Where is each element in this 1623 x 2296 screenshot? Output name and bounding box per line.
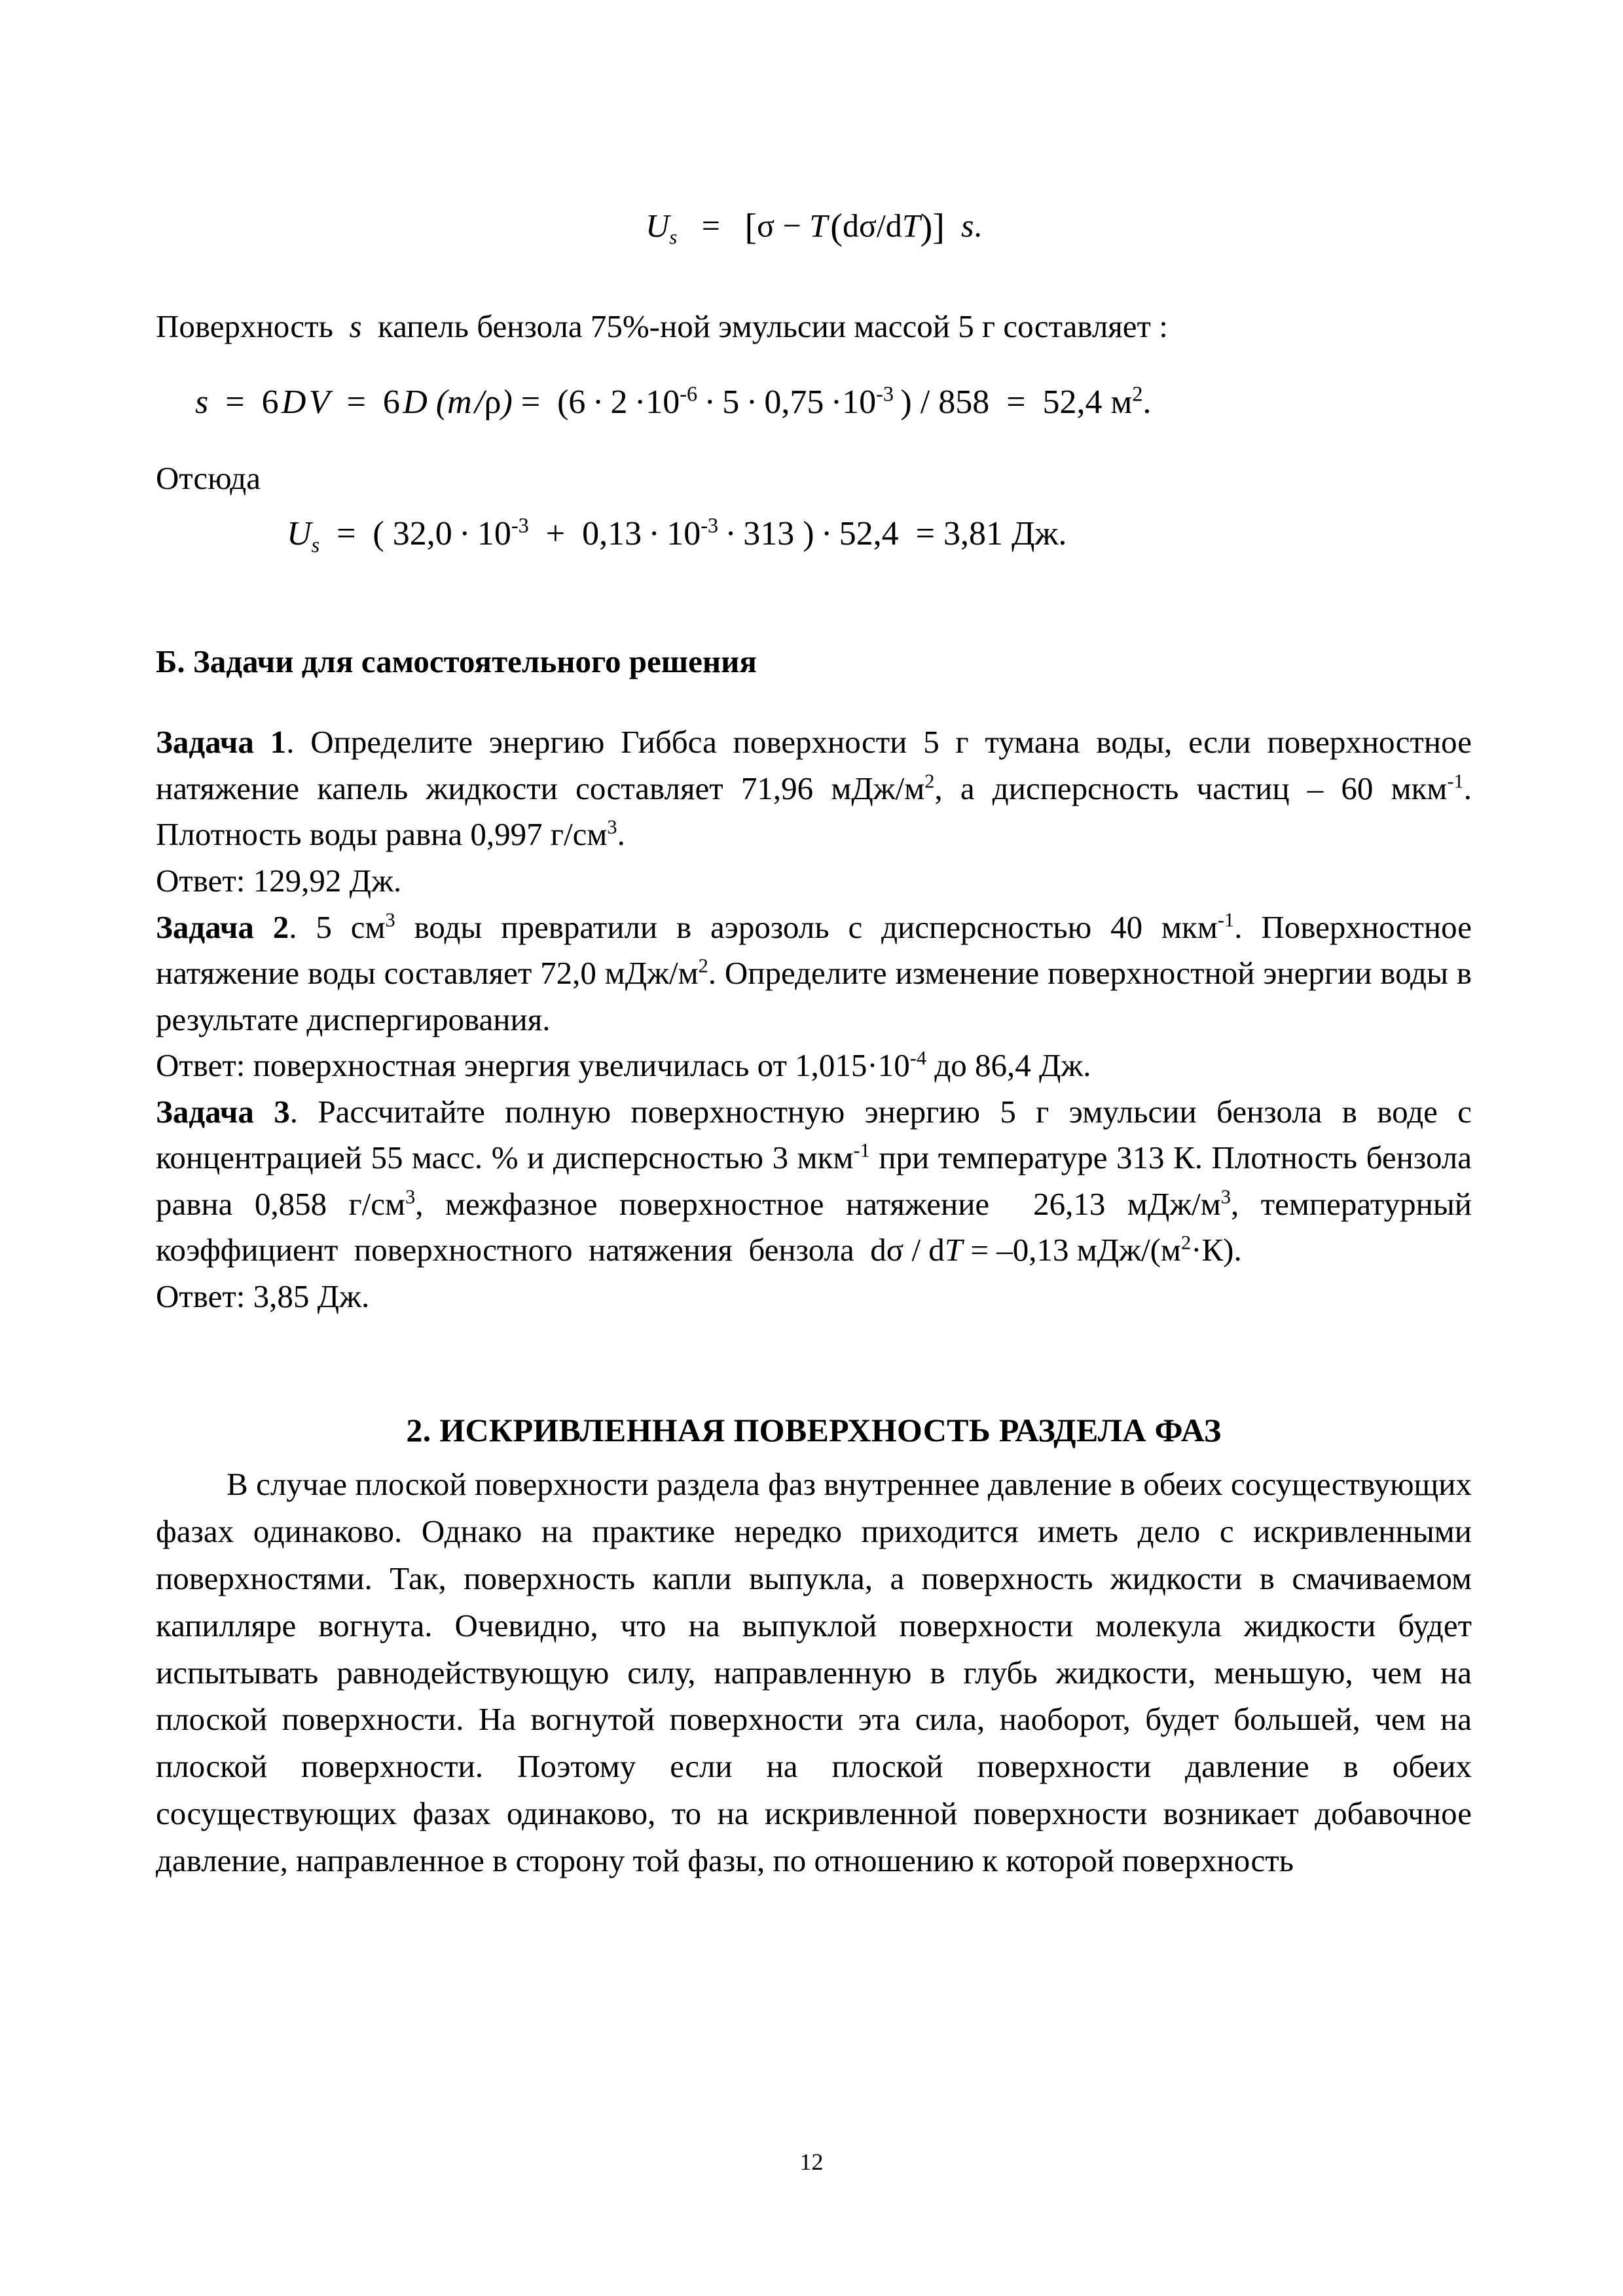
- spacer: [156, 586, 1472, 643]
- equation-surface-s: s = 6 D V = 6 D (m $/\rho) = (6 \cdot 2 \cdot 10^{-6} \cdot 5 \cdot 0,75 \cdot 10^{-3}$ ) / 858 = 52,4 $м^2$.: [195, 382, 1152, 422]
- task-2-label: Задача 2: [156, 908, 289, 945]
- page-number: 12: [799, 2149, 824, 2175]
- task-3-answer: Ответ: 3,85 Дж.: [156, 1278, 370, 1314]
- section-2-body: В случае плоской поверхности раздела фаз внутреннее давление в обеих сосуществующих фазах одинаково. Однако на практике нередко приходится иметь дело с искривленными поверхностями. Так, поверхность капли выпукла, а поверхность жидкости в смачиваемом капилляре вогнута. Очевидно, что на выпуклой поверхности молекула жидкости будет испытывать равнодействующую силу, направленную в глубь жидкости, меньшую, чем на плоской поверхности. На вогнутой поверхности эта сила, наоборот, будет большей, чем на плоской поверхности. Поэтому если на плоской поверхности давление в обеих сосуществующих фазах одинаково, то на искривленной поверхности возникает добавочное давление, направленное в сторону той фазы, по отношению к которой поверхность: [156, 1466, 1472, 1878]
- task-1-label: Задача 1: [156, 724, 287, 761]
- task-3: [156, 1089, 1472, 1274]
- spacer: [156, 1376, 1472, 1411]
- task-2-answer: Ответ: поверхностная энергия увеличилась от $1,015\cdot 10^{-4}$ до 86,4 Дж.: [156, 1047, 1091, 1084]
- equation-us-value: $U_s$ = ( $32,0 \cdot 10^{-3} + 0,13 \cdot 10^{-3} \cdot 313$ ) · 52,4 = 3,81 Дж.: [287, 513, 1067, 556]
- task-1-answer: Ответ: 129,92 Дж.: [156, 862, 402, 899]
- task-1: [156, 719, 1472, 858]
- task-1-text: . Определите энергию Гиббса поверхности 5 г тумана воды, если поверхностное натяжение капель жидкости составляет 71,96 мДж/$м^2$, а дисперсность частиц – 60 мкм$^{-1}$. Плотность воды равна 0,997 $г/см^3$.: [156, 724, 1472, 853]
- section-2-heading: 2. ИСКРИВЛЕННАЯ ПОВЕРХНОСТЬ РАЗДЕЛА ФАЗ: [406, 1412, 1222, 1449]
- task-3-text: . Рассчитайте полную поверхностную энергию 5 г эмульсии бензола в воде с концентрацией 55 масс. % и дисперсностью 3 мкм$^{-1}$ при температуре 313 К. Плотность бензола равна 0,858 $г/см^3$, межфазное поверхностное натяжение 26,13 мДж/$м^3$, температурный коэффициент поверхностного натяжения бензола dσ / dT = –0,13 мДж/$(м^2\cdot К)$.: [156, 1093, 1472, 1268]
- spacer: [156, 1319, 1472, 1376]
- spacer: [156, 700, 1472, 719]
- section-b-heading: Б. Задачи для самостоятельного решения: [156, 643, 757, 680]
- paragraph-surface-intro: Поверхность s капель бензола 75%-ной эмульсии массой 5 г составляет :: [156, 308, 1168, 344]
- task-3-label: Задача 3: [156, 1093, 290, 1130]
- page-content: [156, 164, 1472, 1884]
- equation-us-general: $U_s = [\sigma - T$ (dσ/dT)] s.: [646, 207, 982, 249]
- task-2: [156, 905, 1472, 1043]
- paragraph-hence: Отсюда: [156, 459, 261, 496]
- task-2-text: . 5 $см^3$ воды превратили в аэрозоль с дисперсностью 40 мкм$^{-1}$. Поверхностное натяжение воды составляет 72,0 мДж/$м^2$. Определите изменение поверхностной энергии воды в результате диспергирования.: [156, 908, 1472, 1037]
